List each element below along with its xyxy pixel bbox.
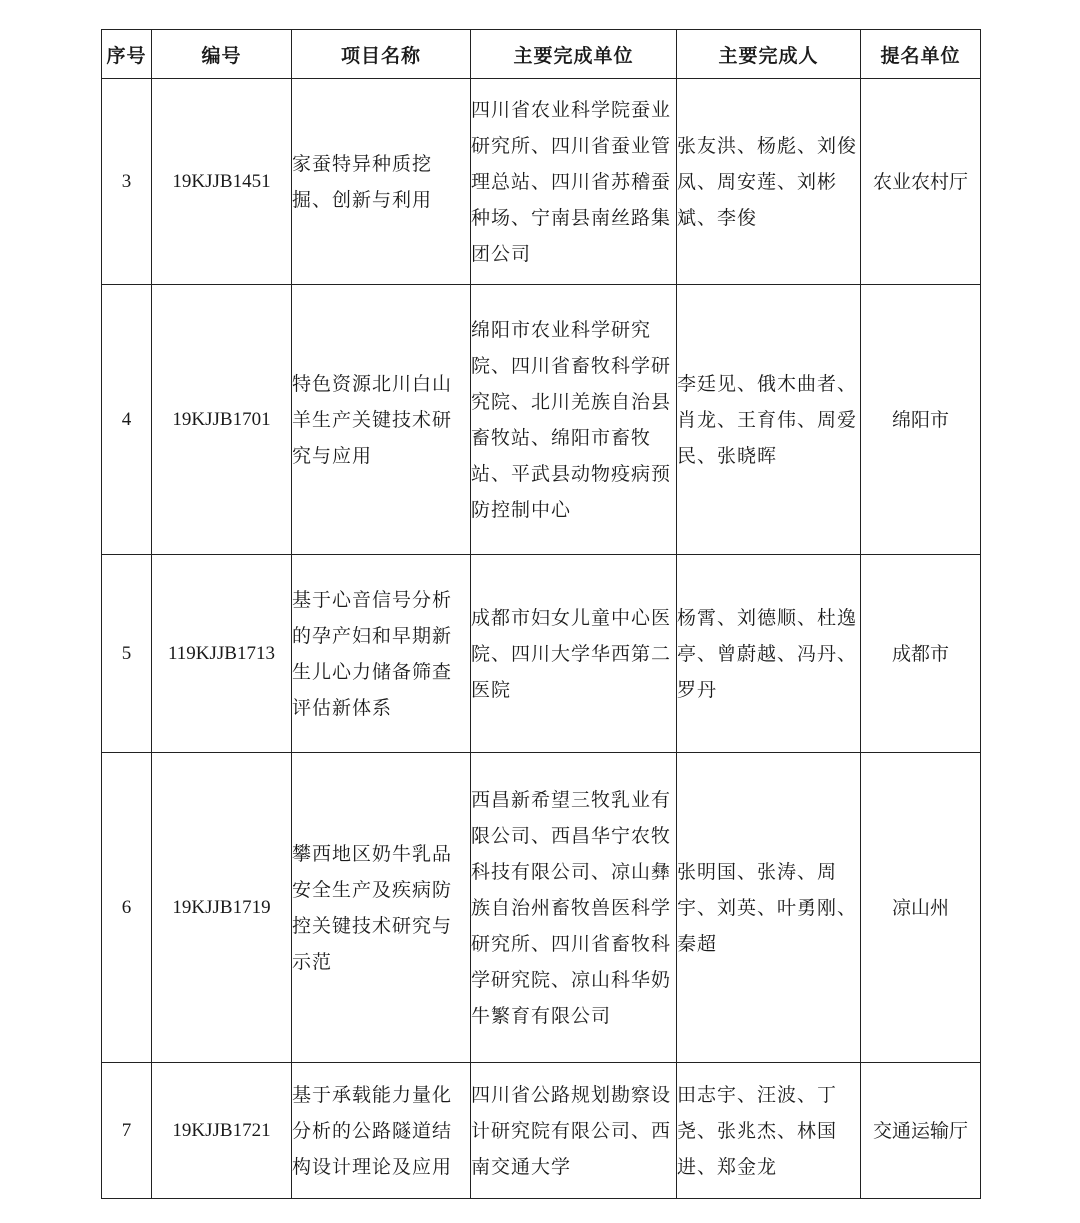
cell-main-unit: 西昌新希望三牧乳业有限公司、西昌华宁农牧科技有限公司、凉山彝族自治州畜牧兽医科学研究所、四川省畜牧科学研究院、凉山科华奶牛繁育有限公司 [471, 753, 677, 1063]
cell-nominator: 交通运输厅 [861, 1063, 981, 1199]
cell-nominator: 农业农村厅 [861, 79, 981, 285]
cell-main-unit: 四川省农业科学院蚕业研究所、四川省蚕业管理总站、四川省苏稽蚕种场、宁南县南丝路集团公司 [471, 79, 677, 285]
header-main-unit: 主要完成单位 [471, 30, 677, 79]
table-header-row [102, 30, 981, 79]
cell-main-person: 杨霄、刘德顺、杜逸亭、曾蔚越、冯丹、罗丹 [677, 555, 861, 753]
cell-seq: 5 [102, 555, 152, 753]
cell-nominator: 绵阳市 [861, 285, 981, 555]
cell-nominator: 成都市 [861, 555, 981, 753]
cell-seq: 7 [102, 1063, 152, 1199]
award-table [101, 29, 981, 1199]
cell-main-person: 田志宇、汪波、丁尧、张兆杰、林国进、郑金龙 [677, 1063, 861, 1199]
cell-project-name: 家蚕特异种质挖掘、创新与利用 [292, 79, 471, 285]
table-row [102, 1063, 981, 1199]
cell-main-unit: 四川省公路规划勘察设计研究院有限公司、西南交通大学 [471, 1063, 677, 1199]
table-row [102, 285, 981, 555]
cell-code: 119KJJB1713 [152, 555, 292, 753]
table-row [102, 555, 981, 753]
cell-main-unit: 成都市妇女儿童中心医院、四川大学华西第二医院 [471, 555, 677, 753]
cell-seq: 6 [102, 753, 152, 1063]
header-main-person: 主要完成人 [677, 30, 861, 79]
cell-main-person: 张明国、张涛、周宇、刘英、叶勇刚、秦超 [677, 753, 861, 1063]
cell-project-name: 攀西地区奶牛乳品安全生产及疾病防控关键技术研究与示范 [292, 753, 471, 1063]
cell-seq: 4 [102, 285, 152, 555]
cell-main-unit: 绵阳市农业科学研究院、四川省畜牧科学研究院、北川羌族自治县畜牧站、绵阳市畜牧站、平武县动物疫病预防控制中心 [471, 285, 677, 555]
cell-main-person: 张友洪、杨彪、刘俊凤、周安莲、刘彬斌、李俊 [677, 79, 861, 285]
table-row [102, 79, 981, 285]
header-code: 编号 [152, 30, 292, 79]
cell-code: 19KJJB1451 [152, 79, 292, 285]
header-seq: 序号 [102, 30, 152, 79]
header-project-name: 项目名称 [292, 30, 471, 79]
cell-nominator: 凉山州 [861, 753, 981, 1063]
cell-project-name: 基于承载能力量化分析的公路隧道结构设计理论及应用 [292, 1063, 471, 1199]
cell-code: 19KJJB1719 [152, 753, 292, 1063]
cell-seq: 3 [102, 79, 152, 285]
cell-project-name: 基于心音信号分析的孕产妇和早期新生儿心力储备筛查评估新体系 [292, 555, 471, 753]
cell-project-name: 特色资源北川白山羊生产关键技术研究与应用 [292, 285, 471, 555]
cell-code: 19KJJB1721 [152, 1063, 292, 1199]
header-nominator: 提名单位 [861, 30, 981, 79]
table-row [102, 753, 981, 1063]
cell-code: 19KJJB1701 [152, 285, 292, 555]
cell-main-person: 李廷见、俄木曲者、肖龙、王育伟、周爱民、张晓晖 [677, 285, 861, 555]
